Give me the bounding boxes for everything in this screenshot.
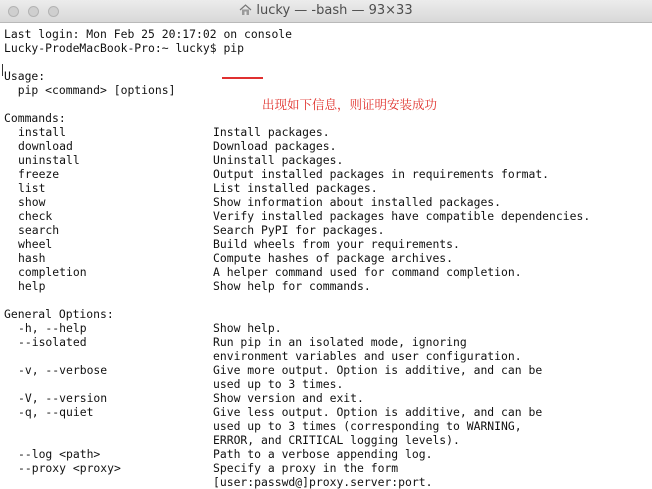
option-description: Show version and exit. [213,391,364,405]
command-description: Download packages. [213,139,337,153]
window-title: lucky — -bash — 93×33 [256,3,413,18]
option-description: Give less output. Option is additive, and can be [213,405,543,419]
command-name: completion [18,265,87,279]
command-name: list [18,181,46,195]
command-name: wheel [18,237,53,251]
option-name: -h, --help [18,321,87,335]
usage-line: pip <command> [options] [4,83,176,97]
command-description: Uninstall packages. [213,153,344,167]
option-description: environment variables and user configuration. [213,349,522,363]
command-name: download [18,139,73,153]
command-name: help [18,279,46,293]
option-name: --log <path> [18,447,101,461]
option-name: --proxy <proxy> [18,461,121,475]
commands-header: Commands: [4,111,66,125]
prompt-line [4,41,244,55]
window-title-container [0,0,652,22]
option-description: Give more output. Option is additive, and can be [213,363,543,377]
command-description: A helper command used for command completion. [213,265,522,279]
command-name: hash [18,251,46,265]
command-description: Compute hashes of package archives. [213,251,454,265]
login-line: Last login: Mon Feb 25 20:17:02 on console [4,27,293,41]
command-name: search [18,223,60,237]
option-description: used up to 3 times (corresponding to WARNING, [213,419,522,433]
command-name: install [18,125,67,139]
command-text: pip [223,41,245,55]
option-description: ERROR, and CRITICAL logging levels). [213,433,460,447]
usage-header: Usage: [4,69,46,83]
terminal-output[interactable] [0,23,652,489]
home-folder-icon [239,4,252,16]
command-description: Output installed packages in requirements format. [213,167,550,181]
command-name: check [18,209,53,223]
option-description: Specify a proxy in the form [213,461,399,475]
options-header: General Options: [4,307,114,321]
command-description: Install packages. [213,125,330,139]
option-description: Path to a verbose appending log. [213,447,433,461]
command-description: Build wheels from your requirements. [213,237,460,251]
command-name: show [18,195,46,209]
prompt: Lucky-ProdeMacBook-Pro:~ lucky$ [4,41,224,55]
option-name: --isolated [18,335,87,349]
annotation-text: 出现如下信息，则证明安装成功 [262,97,438,112]
title-bar [0,0,652,23]
command-description: Show information about installed packages. [213,195,502,209]
command-description: Search PyPI for packages. [213,223,385,237]
command-name: freeze [18,167,60,181]
option-name: -V, --version [18,391,108,405]
option-description: Run pip in an isolated mode, ignoring [213,335,467,349]
command-underline-mark [222,77,263,79]
option-description: Show help. [213,321,282,335]
command-description: List installed packages. [213,181,378,195]
command-description: Verify installed packages have compatible dependencies. [213,209,591,223]
option-description: [user:passwd@]proxy.server:port. [213,475,433,489]
command-description: Show help for commands. [213,279,371,293]
option-name: -v, --verbose [18,363,108,377]
text-caret [2,64,3,76]
command-name: uninstall [18,153,80,167]
option-description: used up to 3 times. [213,377,344,391]
option-name: -q, --quiet [18,405,94,419]
